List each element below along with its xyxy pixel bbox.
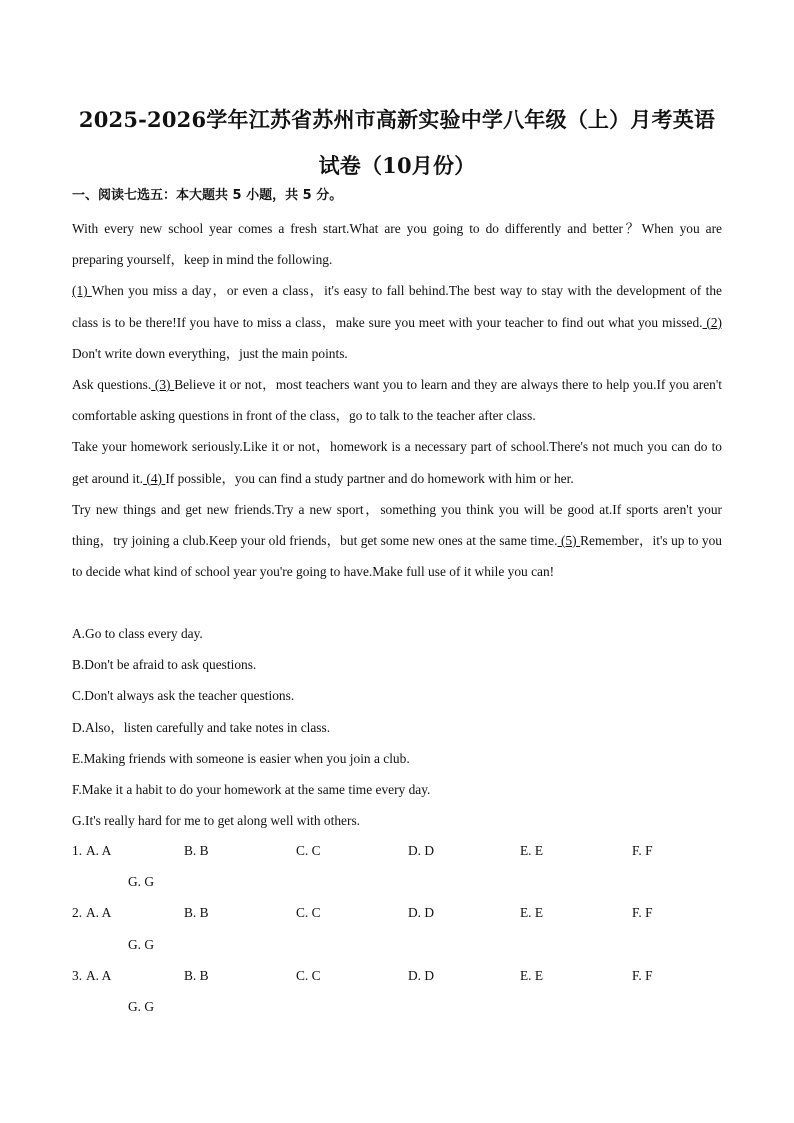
choice-d[interactable]: D. D <box>408 967 435 983</box>
option-d: D.Also，listen carefully and take notes in class. <box>72 719 331 735</box>
blank-5: (5) <box>557 533 581 549</box>
blank-3: (3) <box>151 377 175 393</box>
choice-f[interactable]: F. F <box>632 905 653 921</box>
choice-a[interactable]: A. A <box>86 843 112 858</box>
choice-g[interactable]: G. G <box>128 936 155 952</box>
passage-text: Remember，it's up to you to decide what kind of school year you're going to have.Make full use of it while you can! <box>72 533 722 580</box>
option-list <box>72 618 722 836</box>
passage-text: Take your homework seriously.Like it or not，homework is a necessary part of school.There's not much you can do to get around it. <box>72 439 722 486</box>
passage-text: Don't write down everything，just the main points. <box>72 345 348 361</box>
question-2-row <box>72 897 722 928</box>
question-list <box>72 835 722 1022</box>
option-a: A.Go to class every day. <box>72 626 203 641</box>
option-f: F.Make it a habit to do your homework at the same time every day. <box>72 781 431 797</box>
choice-b[interactable]: B. B <box>184 905 209 921</box>
choice-a[interactable]: A. A <box>86 905 112 921</box>
passage-paragraph-4 <box>72 431 722 493</box>
question-3-row <box>72 960 722 991</box>
choice-c[interactable]: C. C <box>296 843 321 858</box>
page-title: 2025-2026学年江苏省苏州市高新实验中学八年级（上）月考英语试卷（10月份） <box>78 107 716 178</box>
choice-c[interactable]: C. C <box>296 967 321 983</box>
option-g: G.It's really hard for me to get along well with others. <box>72 813 361 829</box>
blank-4: (4) <box>143 470 166 486</box>
choice-b[interactable]: B. B <box>184 967 209 983</box>
choice-d[interactable]: D. D <box>408 905 435 921</box>
option-e: E.Making friends with someone is easier when you join a club. <box>72 750 410 766</box>
choice-a[interactable]: A. A <box>86 967 112 983</box>
choice-e[interactable]: E. E <box>520 967 544 983</box>
choice-c[interactable]: C. C <box>296 905 321 921</box>
question-2-row-2 <box>72 929 722 960</box>
option-c: C.Don't always ask the teacher questions. <box>72 688 295 704</box>
passage-paragraph-1: With every new school year comes a fresh start.What are you going to do differently and better？When you are preparing yourself，keep in mind the following. <box>72 221 722 268</box>
choice-d[interactable]: D. D <box>408 843 435 858</box>
reading-passage <box>72 213 722 587</box>
choice-g[interactable]: G. G <box>128 874 155 890</box>
blank-1: (1) <box>72 283 92 299</box>
question-number: 2. <box>72 905 83 921</box>
choice-f[interactable]: F. F <box>632 967 653 983</box>
passage-text: Believe it or not，most teachers want you to learn and they are always there to help you.If you aren't comfortable asking questions in front of the class，go to talk to the teacher after class. <box>72 377 722 424</box>
passage-text: Ask questions. <box>72 377 152 393</box>
question-number: 1. <box>72 843 83 858</box>
question-3-row-2 <box>72 991 722 1022</box>
passage-paragraph-5 <box>72 494 722 588</box>
passage-paragraph-3 <box>72 369 722 431</box>
choice-e[interactable]: E. E <box>520 905 544 921</box>
section-heading: 一、阅读七选五：本大题共 5 小题，共 5 分。 <box>72 188 343 203</box>
passage-text: When you miss a day，or even a class，it's easy to fall behind.The best way to stay with the development of the class is to be there!If you have to miss a class，make sure you meet with your teacher to find out what you missed. <box>72 283 722 330</box>
question-1-row <box>72 835 722 866</box>
choice-f[interactable]: F. F <box>632 843 653 858</box>
blank-2: (2) <box>702 314 722 330</box>
question-1-row-2 <box>72 866 722 897</box>
choice-b[interactable]: B. B <box>184 843 209 858</box>
passage-text: Try new things and get new friends.Try a new sport，something you think you will be good at.If sports aren't your thing，try joining a club.Keep your old friends，but get some new ones at the same time. <box>72 501 722 549</box>
question-number: 3. <box>72 967 83 983</box>
choice-e[interactable]: E. E <box>520 843 544 858</box>
choice-g[interactable]: G. G <box>128 998 155 1014</box>
option-b: B.Don't be afraid to ask questions. <box>72 657 257 673</box>
passage-text: If possible，you can find a study partner and do homework with him or her. <box>165 470 574 486</box>
passage-paragraph-2 <box>72 275 722 369</box>
